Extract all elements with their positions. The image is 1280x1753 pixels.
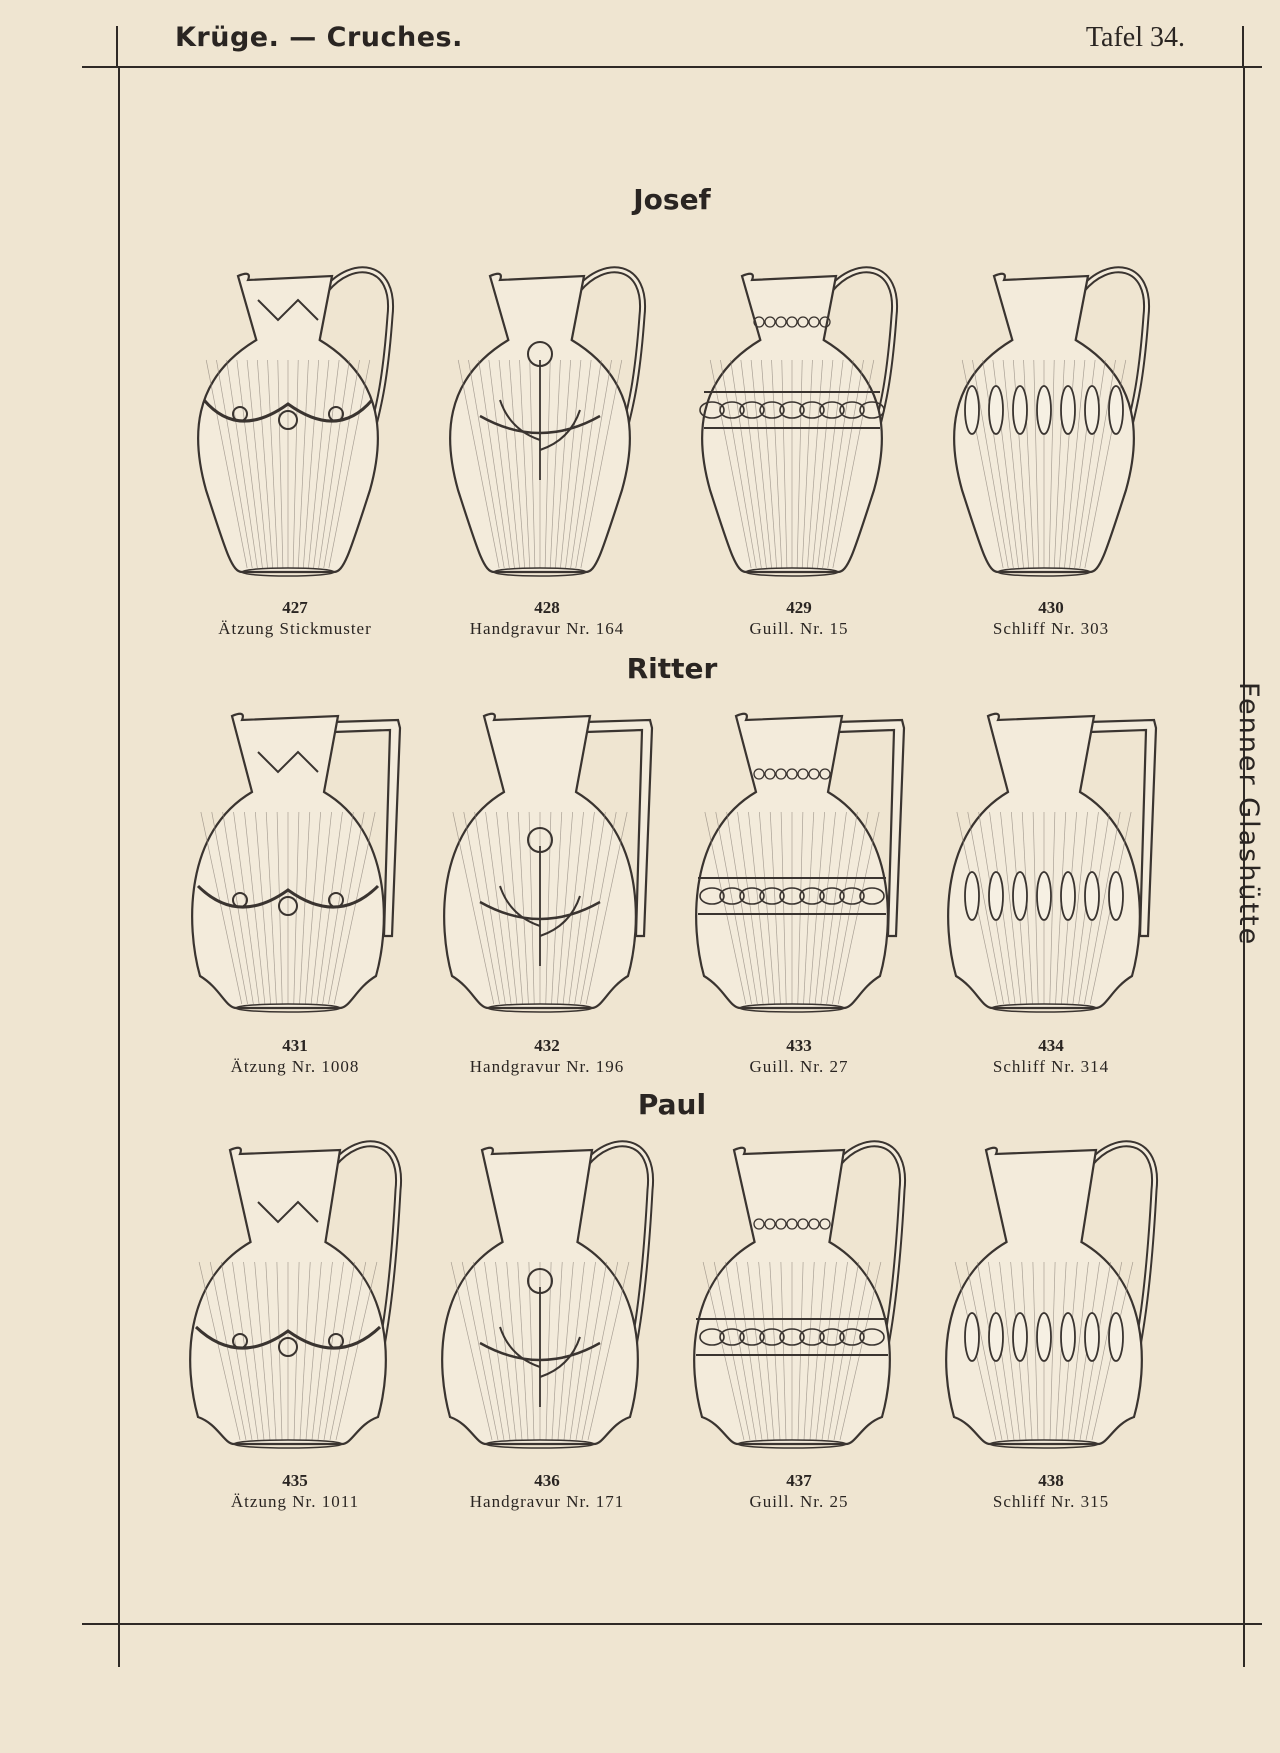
- jug-illustration-428: [440, 260, 670, 590]
- item-description: Handgravur Nr. 164: [469, 619, 625, 638]
- left-frame-line: [118, 68, 120, 1623]
- item-description: Ätzung Nr. 1011: [230, 1492, 360, 1511]
- plate-number: Tafel 34.: [1085, 22, 1185, 53]
- item-description: Schliff Nr. 315: [992, 1492, 1110, 1511]
- jug-illustration-431: [188, 696, 418, 1026]
- item-description: Ätzung Nr. 1008: [230, 1057, 360, 1076]
- publisher-label: Fenner Glashütte: [1233, 682, 1264, 947]
- item-number: 434: [1038, 1036, 1064, 1055]
- footer-divider-left: [118, 1625, 120, 1667]
- item-number: 432: [534, 1036, 560, 1055]
- jug-illustration-435: [188, 1132, 418, 1462]
- item-number: 435: [282, 1471, 308, 1490]
- jug-illustration-432: [440, 696, 670, 1026]
- page-title: Krüge. — Cruches.: [175, 22, 463, 53]
- caption-431: [175, 1036, 415, 1078]
- jug-illustration-437: [692, 1132, 922, 1462]
- jug-illustration-429: [692, 260, 922, 590]
- group-title-josef: Josef: [633, 183, 711, 216]
- jug-illustration-427: [188, 260, 418, 590]
- jug-illustration-430: [944, 260, 1174, 590]
- footer-divider-right: [1243, 1625, 1245, 1667]
- item-description: Ätzung Stickmuster: [218, 619, 372, 638]
- item-number: 427: [282, 598, 308, 617]
- item-number: 430: [1038, 598, 1064, 617]
- item-description: Handgravur Nr. 196: [469, 1057, 625, 1076]
- item-number: 433: [786, 1036, 812, 1055]
- jug-illustration-436: [440, 1132, 670, 1462]
- item-description: Guill. Nr. 27: [749, 1057, 849, 1076]
- item-number: 438: [1038, 1471, 1064, 1490]
- caption-434: [931, 1036, 1171, 1078]
- item-number: 431: [282, 1036, 308, 1055]
- jug-illustration-433: [692, 696, 922, 1026]
- jug-illustration-438: [944, 1132, 1174, 1462]
- bottom-rule: [82, 1623, 1262, 1625]
- caption-432: [427, 1036, 667, 1078]
- item-description: Guill. Nr. 25: [749, 1492, 849, 1511]
- item-description: Schliff Nr. 303: [992, 619, 1110, 638]
- item-description: Guill. Nr. 15: [749, 619, 849, 638]
- item-number: 429: [786, 598, 812, 617]
- caption-428: [427, 598, 667, 640]
- item-number: 437: [786, 1471, 812, 1490]
- item-description: Handgravur Nr. 171: [469, 1492, 625, 1511]
- header-divider-left: [116, 26, 118, 66]
- caption-438: [931, 1471, 1171, 1513]
- caption-436: [427, 1471, 667, 1513]
- caption-427: [175, 598, 415, 640]
- item-number: 436: [534, 1471, 560, 1490]
- caption-429: [679, 598, 919, 640]
- group-title-paul: Paul: [637, 1088, 707, 1121]
- header-divider-right: [1242, 26, 1244, 66]
- caption-433: [679, 1036, 919, 1078]
- group-title-ritter: Ritter: [626, 652, 718, 685]
- item-description: Schliff Nr. 314: [992, 1057, 1110, 1076]
- top-rule: [82, 66, 1262, 68]
- caption-435: [175, 1471, 415, 1513]
- item-number: 428: [534, 598, 560, 617]
- jug-illustration-434: [944, 696, 1174, 1026]
- caption-437: [679, 1471, 919, 1513]
- caption-430: [931, 598, 1171, 640]
